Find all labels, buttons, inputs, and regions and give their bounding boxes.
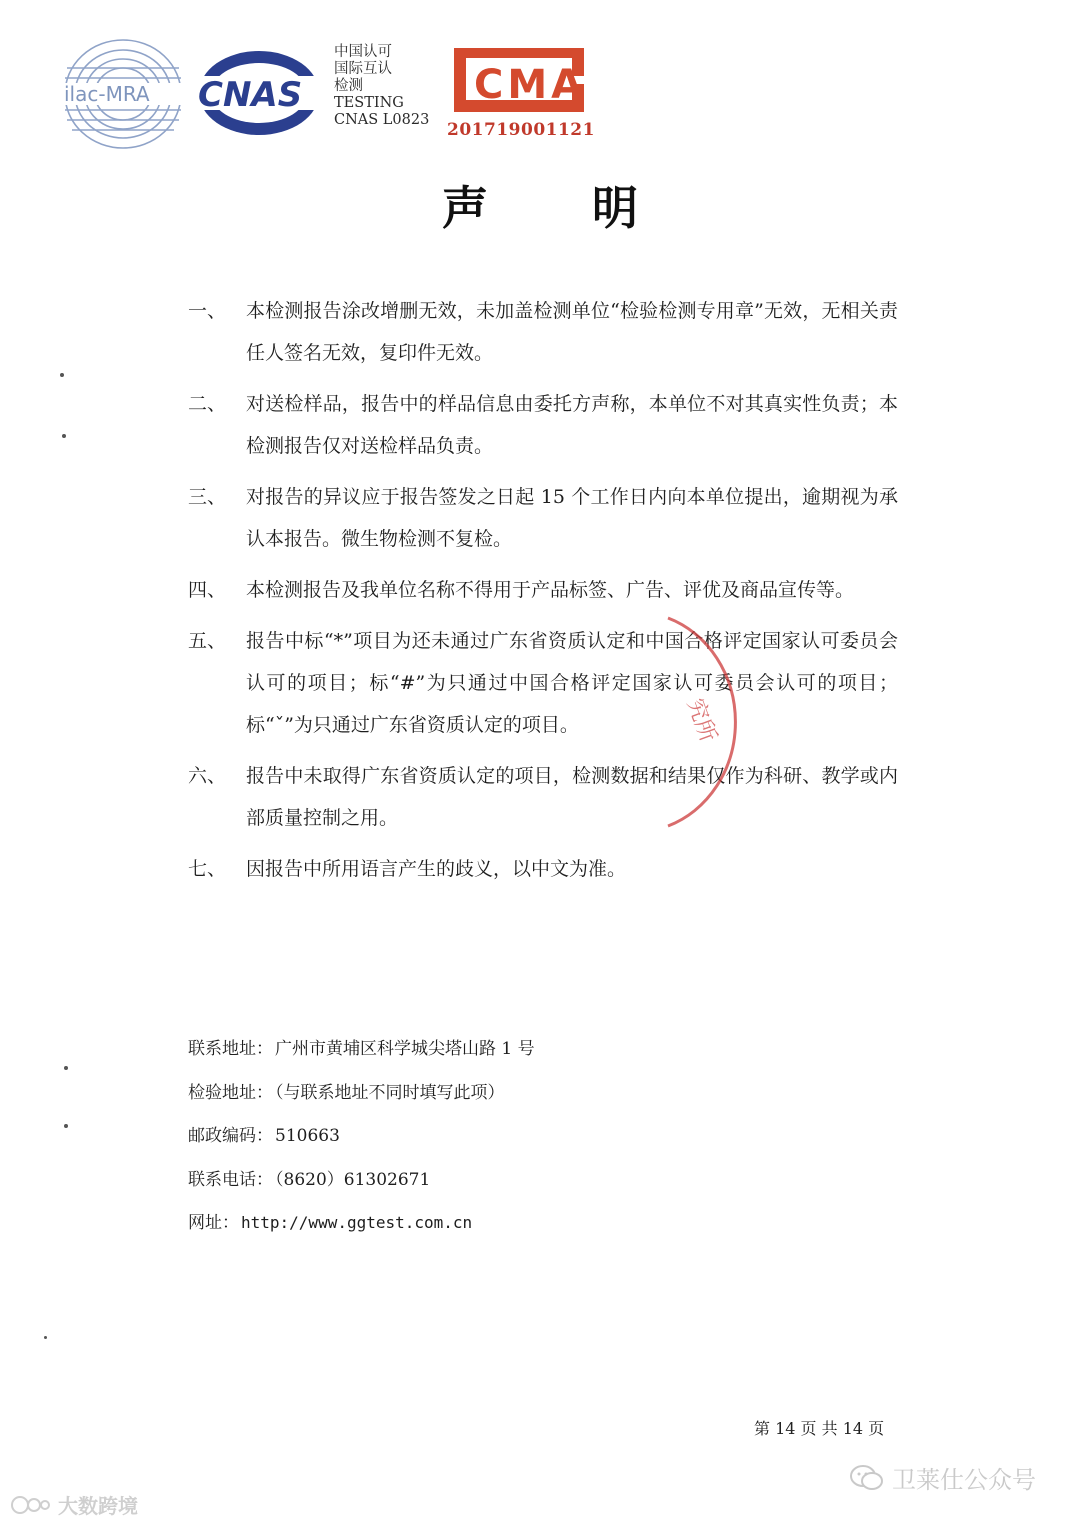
statement-text: 报告中未取得广东省资质认定的项目，检测数据和结果仅作为科研、教学或内部质量控制之用。 bbox=[246, 765, 898, 829]
ilac-label: ilac-MRA bbox=[64, 82, 150, 106]
phone-row bbox=[188, 1165, 788, 1209]
website-label: 网址： bbox=[188, 1213, 239, 1233]
statement-text: 对送检样品，报告中的样品信息由委托方声称，本单位不对其真实性负责；本检测报告仅对送检样品负责。 bbox=[246, 393, 898, 457]
statement-item bbox=[188, 383, 908, 467]
cnas-line: 中国认可 bbox=[334, 44, 392, 60]
statement-number: 一、 bbox=[188, 300, 227, 322]
address-label: 联系地址： bbox=[188, 1039, 273, 1059]
statement-number: 四、 bbox=[188, 579, 227, 601]
ilac-mra-logo bbox=[62, 38, 184, 150]
statement-item bbox=[188, 620, 908, 746]
cnas-logo bbox=[196, 48, 322, 138]
phone-label: 联系电话： bbox=[188, 1169, 273, 1190]
website-row bbox=[188, 1208, 788, 1252]
statement-number: 三、 bbox=[188, 486, 227, 508]
statement-text: 对报告的异议应于报告签发之日起 15 个工作日内向本单位提出，逾期视为承认本报告。微生物检测不复检。 bbox=[246, 486, 898, 550]
statement-item bbox=[188, 290, 908, 374]
statement-text: 报告中标“*”项目为还未通过广东省资质认定和中国合格评定国家认可委员会认可的项目；标“#”为只通过中国合格评定国家认可委员会认可的项目；标“ˇ”为只通过广东省资质认定的项目。 bbox=[246, 630, 898, 736]
statement-text: 因报告中所用语言产生的歧义，以中文为准。 bbox=[246, 858, 627, 880]
cma-label: CMA bbox=[474, 62, 587, 108]
statement-item bbox=[188, 569, 908, 611]
contact-info bbox=[188, 1034, 788, 1252]
cnas-accreditation-text bbox=[334, 44, 429, 129]
postcode-label: 邮政编码： bbox=[188, 1126, 273, 1146]
test-address-value: （与联系地址不同时填写此项） bbox=[275, 1082, 505, 1103]
cnas-line: TESTING bbox=[334, 95, 404, 111]
watermark-right bbox=[850, 1460, 1036, 1495]
website-link[interactable]: http://www.ggtest.com.cn bbox=[241, 1213, 473, 1232]
cma-number: 201719001121 bbox=[447, 120, 595, 140]
page-title: 声明 bbox=[442, 181, 742, 235]
postcode-value: 510663 bbox=[275, 1126, 340, 1146]
cnas-label: CNAS bbox=[198, 75, 303, 115]
seal-text: 究所 bbox=[681, 695, 721, 746]
watermark-left-text: 大数跨境 bbox=[58, 1494, 138, 1518]
wechat-icon bbox=[850, 1464, 884, 1492]
page-number: 第 14 页 共 14 页 bbox=[754, 1419, 885, 1438]
scan-speck bbox=[64, 1066, 68, 1070]
report-header bbox=[0, 0, 1080, 160]
contact-address-row bbox=[188, 1034, 788, 1078]
statement-list bbox=[188, 290, 908, 899]
statement-text: 本检测报告及我单位名称不得用于产品标签、广告、评优及商品宣传等。 bbox=[246, 579, 855, 601]
address-value: 广州市黄埔区科学城尖塔山路 1 号 bbox=[275, 1039, 535, 1059]
phone-value: （8620）61302671 bbox=[275, 1169, 431, 1190]
cnas-line: 检测 bbox=[334, 78, 363, 94]
statement-item bbox=[188, 476, 908, 560]
watermark-left bbox=[10, 1490, 138, 1519]
postcode-row bbox=[188, 1121, 788, 1165]
dashuju-logo-icon bbox=[10, 1494, 52, 1516]
scan-speck bbox=[60, 373, 64, 377]
watermark-right-text: 卫莱仕公众号 bbox=[892, 1466, 1036, 1494]
statement-number: 二、 bbox=[188, 393, 227, 415]
statement-number: 七、 bbox=[188, 858, 227, 880]
cnas-line: CNAS L0823 bbox=[334, 112, 430, 128]
cnas-line: 国际互认 bbox=[334, 61, 392, 77]
statement-text: 本检测报告涂改增删无效，未加盖检测单位“检验检测专用章”无效，无相关责任人签名无效，复印件无效。 bbox=[246, 300, 898, 364]
test-address-row bbox=[188, 1078, 788, 1122]
scan-speck bbox=[44, 1336, 47, 1339]
statement-number: 五、 bbox=[188, 630, 227, 652]
test-address-label: 检验地址： bbox=[188, 1082, 273, 1103]
statement-item bbox=[188, 848, 908, 890]
statement-item bbox=[188, 755, 908, 839]
scan-speck bbox=[64, 1124, 68, 1128]
statement-number: 六、 bbox=[188, 765, 227, 787]
scan-speck bbox=[62, 434, 66, 438]
